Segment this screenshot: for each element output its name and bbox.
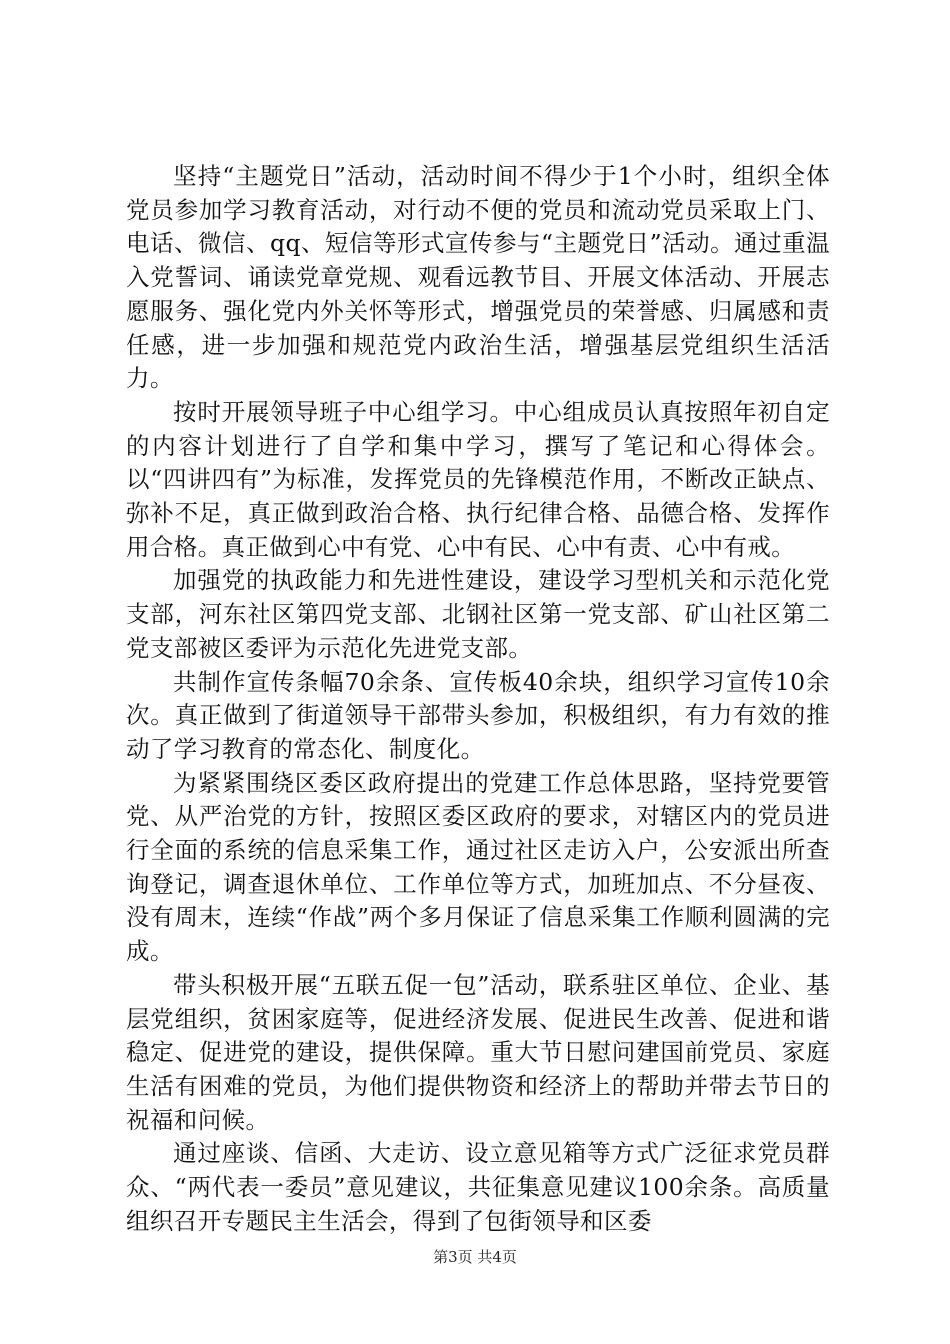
document-body [126,160,830,1239]
paragraph-leadership-study: 按时开展领导班子中心组学习。中心组成员认真按照年初自定的内容计划进行了自学和集中学习，撰写了笔记和心得体会。以“四讲四有”为标准，发挥党员的先锋模范作用，不断改正缺点、弥补不足，真正做到政治合格、执行纪律合格、品德合格、发挥作用合格。真正做到心中有党、心中有民、心中有责、心中有戒。 [126,397,830,561]
paragraph-publicity: 共制作宣传条幅70余条、宣传板40余块，组织学习宣传10余次。真正做到了街道领导干部带头参加，积极组织，有力有效的推动了学习教育的常态化、制度化。 [126,667,830,763]
paragraph-opinion-solicitation: 通过座谈、信函、大走访、设立意见箱等方式广泛征求党员群众、“两代表一委员”意见建议，共征集意见建议100余条。高质量组织召开专题民主生活会，得到了包街领导和区委 [126,1139,830,1235]
paragraph-five-links: 带头积极开展“五联五促一包”活动，联系驻区单位、企业、基层党组织，贫困家庭等，促进经济发展、促进民生改善、促进和谐稳定、促进党的建设，提供保障。重大节日慰问建国前党员、家庭生活有困难的党员，为他们提供物资和经济上的帮助并带去节日的祝福和问候。 [126,970,830,1134]
paragraph-model-branches: 加强党的执政能力和先进性建设，建设学习型机关和示范化党支部，河东社区第四党支部、北钢社区第一党支部、矿山社区第二党支部被区委评为示范化先进党支部。 [126,566,830,662]
paragraph-theme-party-day: 坚持“主题党日”活动，活动时间不得少于1个小时，组织全体党员参加学习教育活动，对行动不便的党员和流动党员采取上门、电话、微信、qq、短信等形式宣传参与“主题党日”活动。通过重温入党誓词、诵读党章党规、观看远教节目、开展文体活动、开展志愿服务、强化党内外关怀等形式，增强党员的荣誉感、归属感和责任感，进一步加强和规范党内政治生活，增强基层党组织生活活力。 [126,162,830,393]
page-footer: 第3页 共4页 [433,1248,517,1266]
paragraph-info-collection: 为紧紧围绕区委区政府提出的党建工作总体思路，坚持党要管党、从严治党的方针，按照区委区政府的要求，对辖区内的党员进行全面的系统的信息采集工作，通过社区走访入户，公安派出所查询登记，调查退休单位、工作单位等方式，加班加点、不分昼夜、没有周末，连续“作战”两个多月保证了信息采集工作顺利圆满的完成。 [126,768,830,966]
